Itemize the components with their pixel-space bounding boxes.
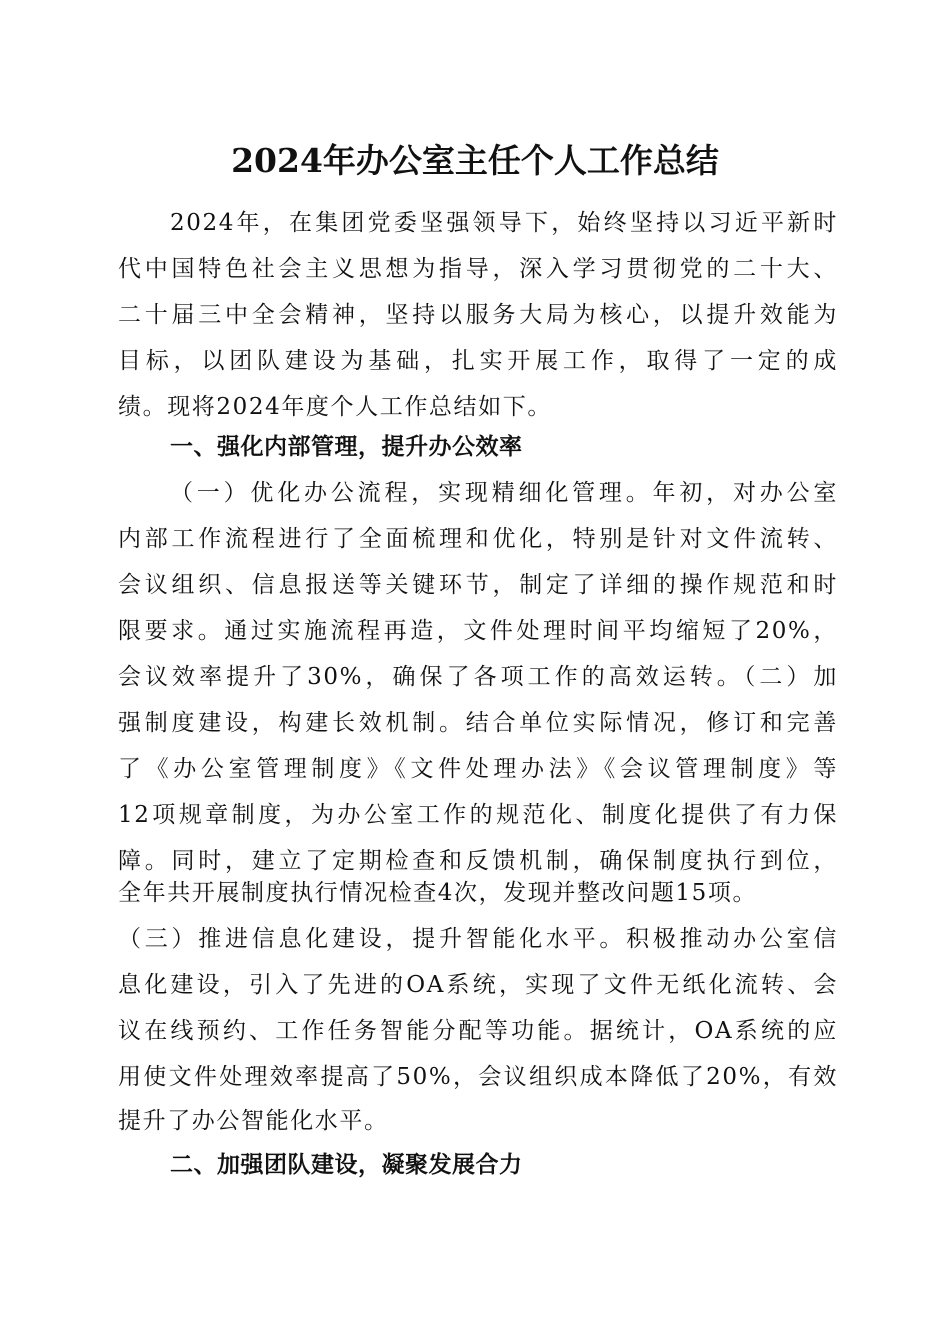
section-2-heading: 二、加强团队建设，凝聚发展合力 xyxy=(170,1152,523,1178)
section-1-line-14: 用使文件处理效率提高了50%，会议组织成本降低了20%，有效 xyxy=(118,1064,838,1090)
section-1-heading: 一、强化内部管理，提升办公效率 xyxy=(170,434,523,460)
section-1-line-3: 会议组织、信息报送等关键环节，制定了详细的操作规范和时 xyxy=(118,572,838,598)
document-title: 2024年办公室主任个人工作总结 xyxy=(231,141,719,180)
section-1-line-15: 提升了办公智能化水平。 xyxy=(118,1108,389,1134)
section-1-line-8: 12项规章制度，为办公室工作的规范化、制度化提供了有力保 xyxy=(118,802,838,828)
section-1-line-12: 息化建设，引入了先进的OA系统，实现了文件无纸化流转、会 xyxy=(118,972,838,998)
section-1-line-9: 障。同时，建立了定期检查和反馈机制，确保制度执行到位， xyxy=(118,848,838,874)
intro-line-1: 2024年，在集团党委坚强领导下，始终坚持以习近平新时 xyxy=(170,210,838,236)
section-1-line-6: 强制度建设，构建长效机制。结合单位实际情况，修订和完善 xyxy=(118,710,838,736)
intro-line-5: 绩。现将2024年度个人工作总结如下。 xyxy=(118,394,552,420)
section-1-line-4: 限要求。通过实施流程再造，文件处理时间平均缩短了20%， xyxy=(118,618,838,644)
section-1-line-2: 内部工作流程进行了全面梳理和优化，特别是针对文件流转、 xyxy=(118,526,838,552)
intro-line-4: 目标，以团队建设为基础，扎实开展工作，取得了一定的成 xyxy=(118,348,838,374)
section-1-line-7: 了《办公室管理制度》《文件处理办法》《会议管理制度》等 xyxy=(118,756,838,782)
section-1-line-1: （一）优化办公流程，实现精细化管理。年初，对办公室 xyxy=(170,480,838,506)
section-1-line-11: （三）推进信息化建设，提升智能化水平。积极推动办公室信 xyxy=(118,926,838,952)
section-1-line-10: 全年共开展制度执行情况检查4次，发现并整改问题15项。 xyxy=(118,880,758,906)
intro-line-3: 二十届三中全会精神，坚持以服务大局为核心，以提升效能为 xyxy=(118,302,838,328)
section-1-line-13: 议在线预约、工作任务智能分配等功能。据统计，OA系统的应 xyxy=(118,1018,838,1044)
section-1-line-5: 会议效率提升了30%，确保了各项工作的高效运转。（二）加 xyxy=(118,664,838,690)
intro-line-2: 代中国特色社会主义思想为指导，深入学习贯彻党的二十大、 xyxy=(118,256,838,282)
